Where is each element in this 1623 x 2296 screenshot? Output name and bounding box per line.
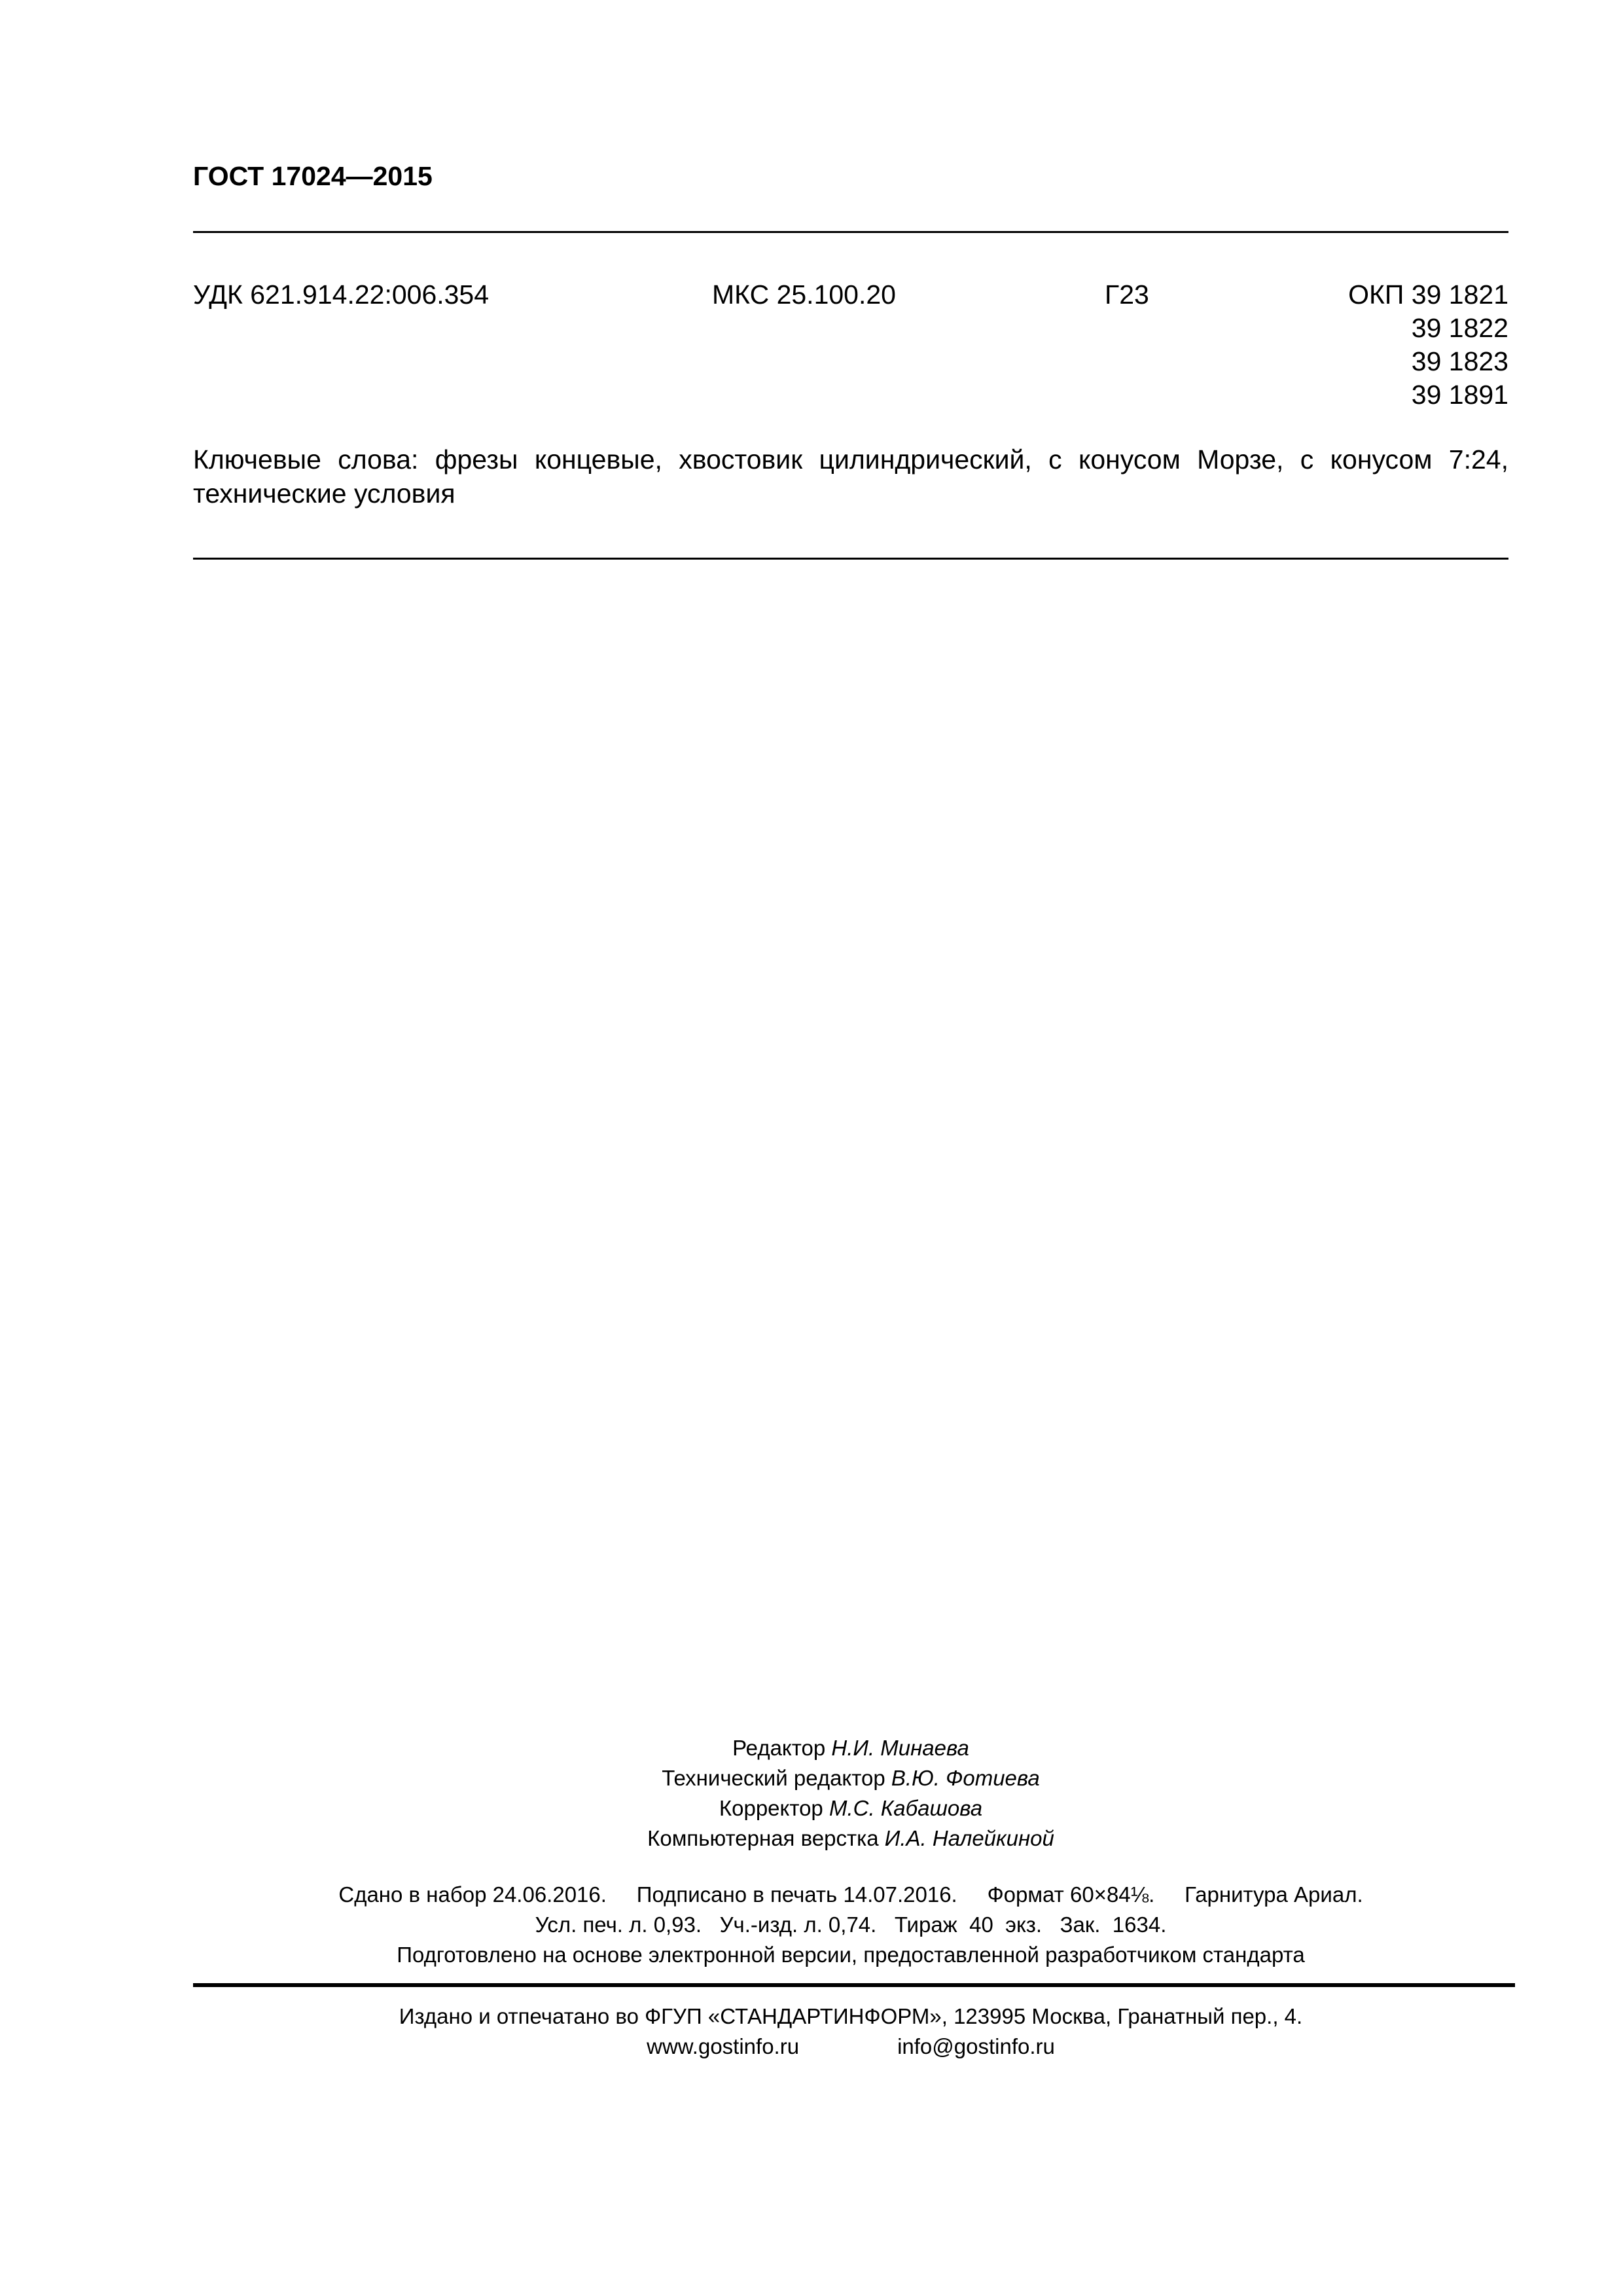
print-info-line: Усл. печ. л. 0,93. Уч.-изд. л. 0,74. Тираж 40 экз. Зак. 1634. [535, 1912, 1167, 1937]
udk-code: УДК 621.914.22:006.354 [193, 279, 490, 310]
keywords-text: Ключевые слова: фрезы концевые, хвостовик цилиндрический, с конусом Морзе, с конусом 7:24, технические условия [193, 444, 1508, 509]
credit-role: Технический редактор [662, 1766, 891, 1790]
okp-code: 39 1822 [1411, 313, 1508, 343]
print-info-line: Подготовлено на основе электронной версии, предоставленной разработчиком стандарта [397, 1943, 1305, 1967]
credit-name: В.Ю. Фотиева [891, 1766, 1040, 1790]
credit-row [193, 1823, 1508, 1854]
top-divider [193, 231, 1508, 233]
okp-code: 39 1891 [1411, 380, 1508, 410]
credit-name: И.А. Налейкиной [884, 1826, 1054, 1850]
credit-row [193, 1763, 1508, 1793]
publisher-divider [193, 1983, 1515, 1987]
publisher-contacts [193, 2032, 1508, 2062]
credit-name: М.С. Кабашова [829, 1796, 983, 1820]
credit-role: Редактор [732, 1736, 832, 1760]
email-link[interactable]: info@gostinfo.ru [897, 2034, 1055, 2058]
credits-block [193, 1733, 1508, 1854]
okp-code: ОКП 39 1821 [1348, 279, 1508, 310]
standard-id: ГОСТ 17024—2015 [193, 161, 433, 191]
mks-code: МКС 25.100.20 [712, 279, 896, 310]
credit-name: Н.И. Минаева [831, 1736, 969, 1760]
keywords-divider [193, 558, 1508, 560]
okp-code: 39 1823 [1411, 346, 1508, 376]
publisher-line: Издано и отпечатано во ФГУП «СТАНДАРТИНФОРМ», 123995 Москва, Гранатный пер., 4. [399, 2004, 1303, 2028]
group-code: Г23 [1105, 279, 1149, 310]
print-info-line: Сдано в набор 24.06.2016. Подписано в печать 14.07.2016. Формат 60×84⅛. Гарнитура Ариал. [338, 1882, 1363, 1907]
okp-codes [1348, 278, 1508, 412]
publisher-block [193, 2001, 1508, 2062]
credit-role: Компьютерная верстка [647, 1826, 885, 1850]
credit-role: Корректор [719, 1796, 829, 1820]
website-link[interactable]: www.gostinfo.ru [647, 2034, 800, 2058]
credit-row [193, 1733, 1508, 1763]
print-info-block [193, 1880, 1508, 1970]
credit-row [193, 1793, 1508, 1823]
